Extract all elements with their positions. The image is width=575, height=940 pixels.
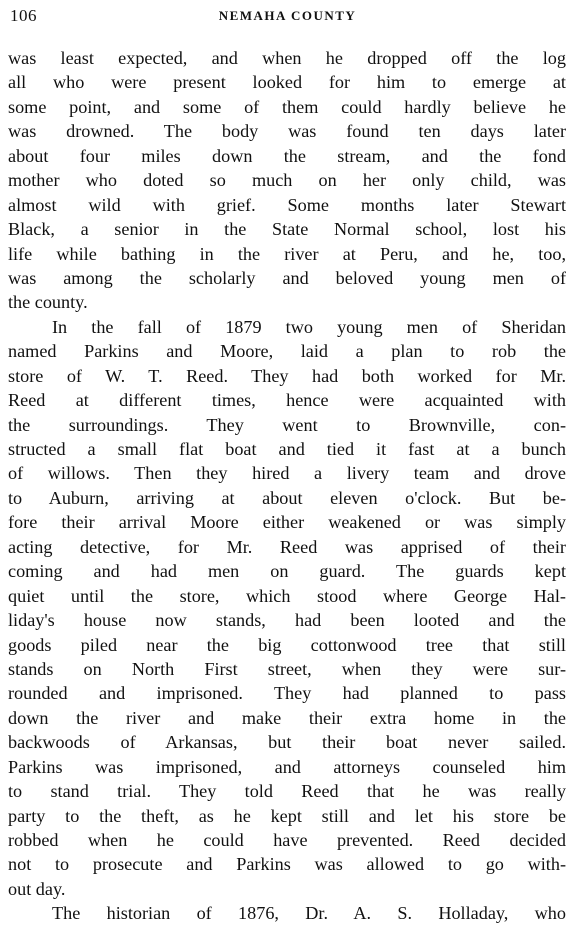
text-line: the county.	[8, 292, 88, 313]
text-line: named Parkins and Moore, laid a plan to rob the	[8, 341, 566, 362]
text-line: rounded and imprisoned. They had planned to pass	[8, 683, 566, 704]
text-line: liday's house now stands, had been looted and the	[8, 610, 566, 631]
text-line: robbed when he could have prevented. Reed decided	[8, 830, 566, 850]
running-head: NEMAHA COUNTY	[218, 8, 357, 23]
text-line: was among the scholarly and beloved young men of	[8, 267, 566, 288]
text-line: Reed at different times, hence were acquainted with	[8, 390, 566, 411]
text-line: about four miles down the stream, and the fond	[8, 145, 566, 166]
text-line: almost wild with grief. Some months later Stewart	[8, 194, 566, 215]
page-header	[0, 6, 575, 28]
body-text	[8, 46, 566, 926]
text-line: was drowned. The body was found ten days later	[8, 121, 566, 142]
text-line: not to prosecute and Parkins was allowed to go with-	[8, 854, 566, 875]
text-line: quiet until the store, which stood where George Hal-	[8, 585, 566, 606]
text-line: Parkins was imprisoned, and attorneys counseled him	[8, 756, 566, 777]
text-line: fore their arrival Moore either weakened or was simply	[8, 512, 566, 533]
text-line: the surroundings. They went to Brownville, con-	[8, 414, 566, 435]
text-line: was least expected, and when he dropped off the log	[8, 48, 566, 68]
text-line: mother who doted so much on her only child, was	[8, 170, 566, 191]
text-line: stands on North First street, when they were sur-	[8, 658, 566, 679]
paragraph	[8, 46, 566, 315]
text-line: all who were present looked for him to emerge at	[8, 72, 566, 93]
text-line: down the river and make their extra home in the	[8, 707, 566, 728]
text-line: goods piled near the big cottonwood tree that still	[8, 634, 566, 655]
text-line: of willows. Then they hired a livery team and drove	[8, 463, 566, 484]
text-line: coming and had men on guard. The guards kept	[8, 561, 566, 582]
text-line: out day.	[8, 878, 66, 899]
page-number: 106	[10, 6, 37, 25]
text-line: The historian of 1876, Dr. A. S. Holladay, who	[52, 903, 566, 924]
text-line: structed a small flat boat and tied it fast at a bunch	[8, 439, 566, 459]
text-line: In the fall of 1879 two young men of Sheridan	[52, 316, 566, 337]
text-line: life while bathing in the river at Peru, and he, too,	[8, 243, 566, 264]
text-line: to Auburn, arriving at about eleven o'clock. But be-	[8, 487, 566, 508]
paragraph	[8, 315, 566, 902]
text-line: some point, and some of them could hardly believe he	[8, 96, 566, 117]
text-line: backwoods of Arkansas, but their boat never sailed.	[8, 732, 566, 753]
text-line: store of W. T. Reed. They had both worked for Mr.	[8, 365, 566, 386]
text-line: party to the theft, as he kept still and let his store be	[8, 805, 566, 826]
text-line: acting detective, for Mr. Reed was apprised of their	[8, 536, 566, 557]
text-line: Black, a senior in the State Normal school, lost his	[8, 219, 566, 240]
text-line: to stand trial. They told Reed that he was really	[8, 781, 566, 802]
paragraph	[8, 901, 566, 925]
